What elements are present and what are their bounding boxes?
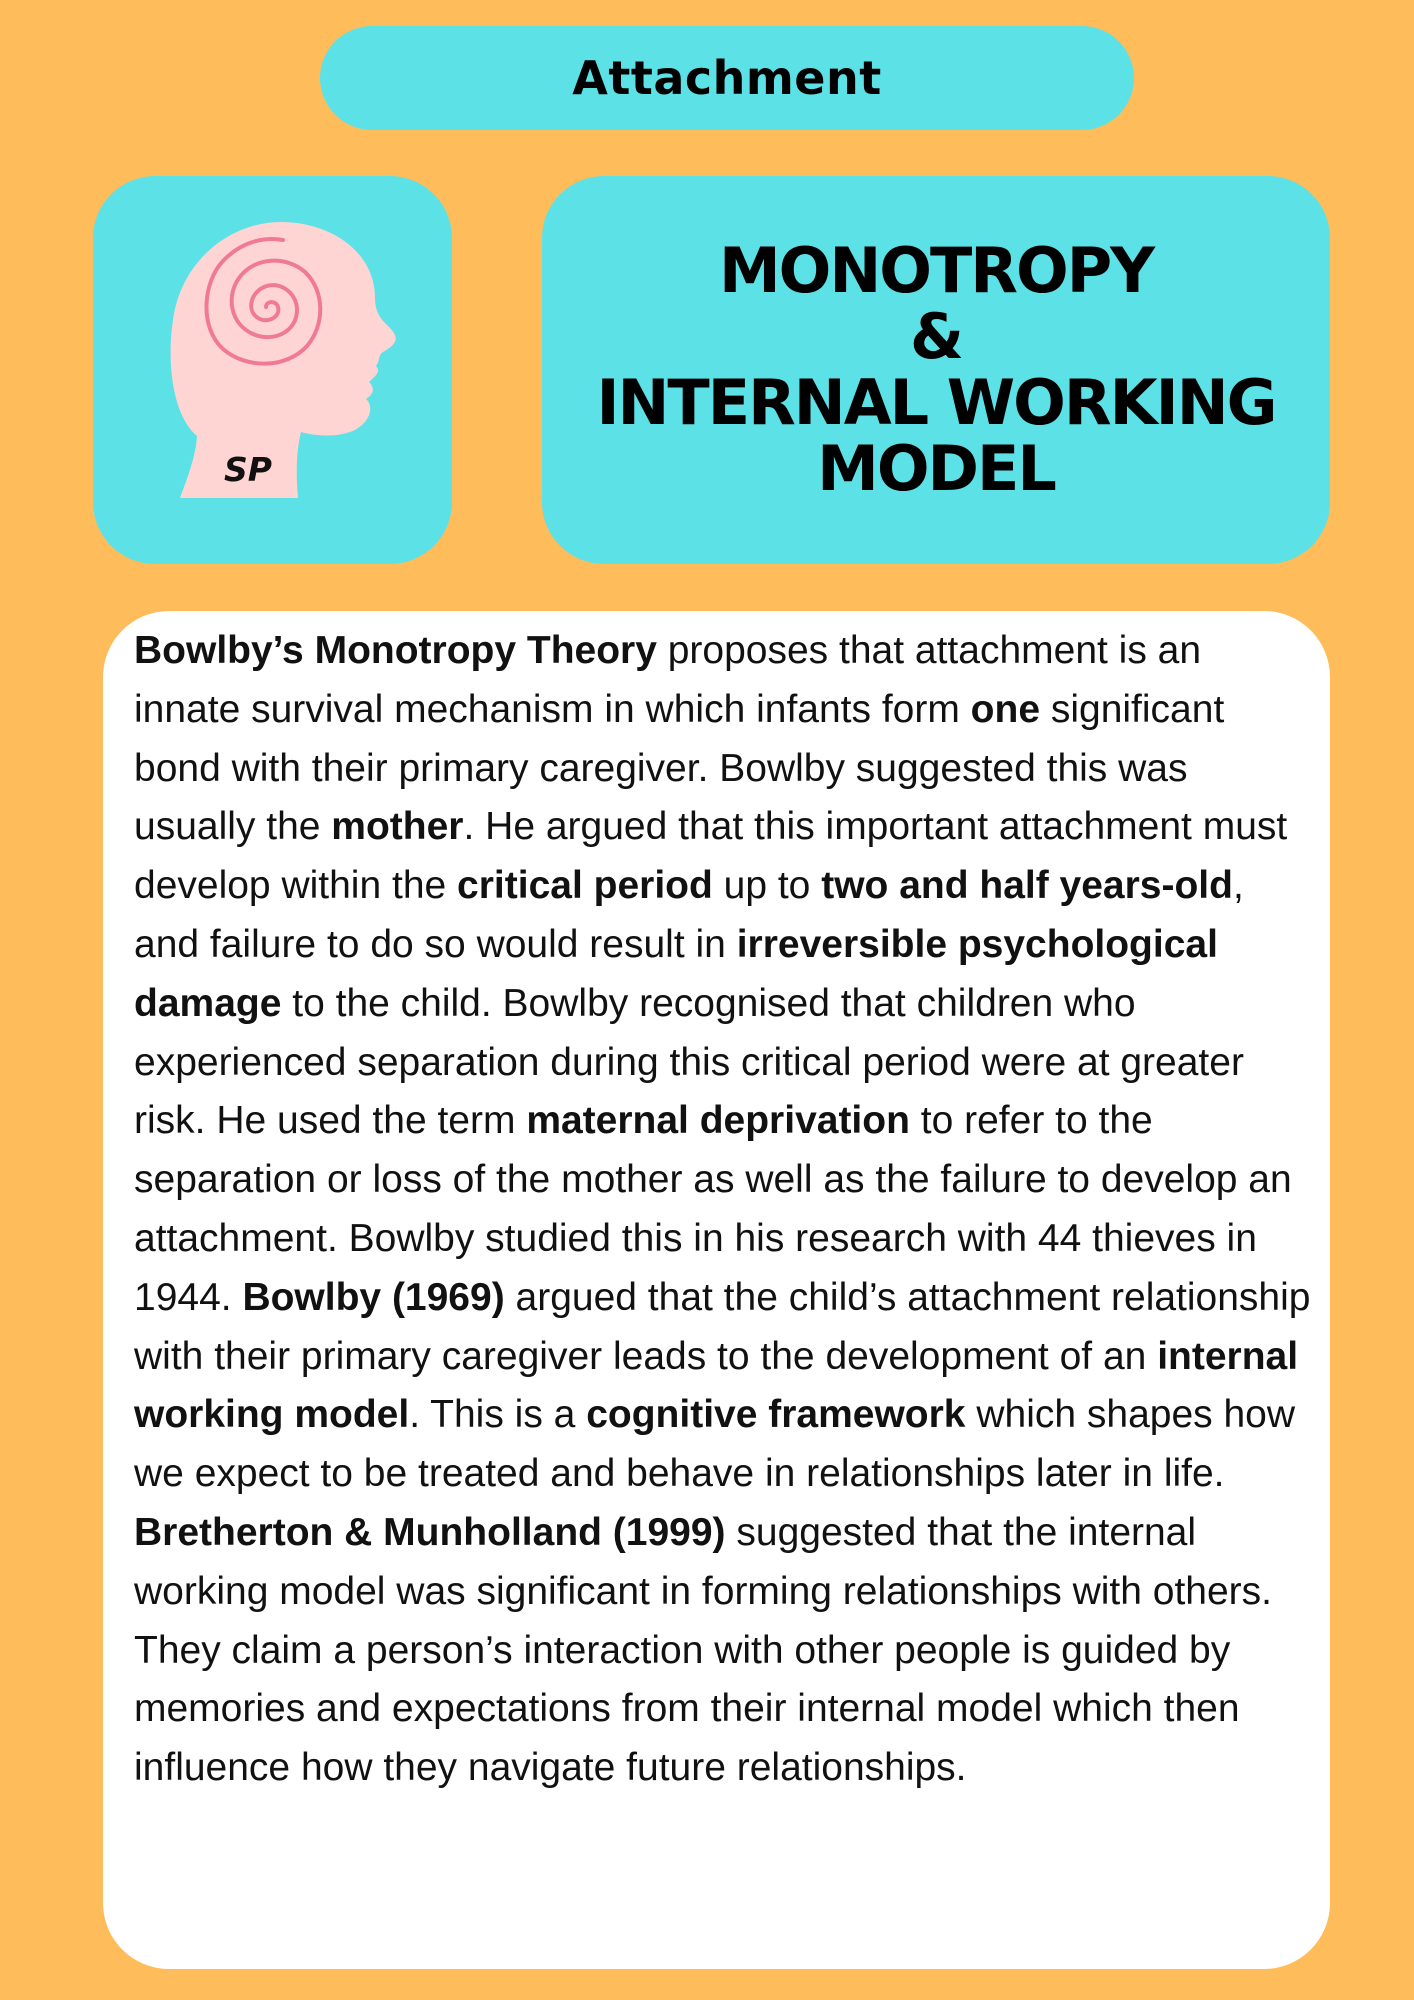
key-term: one	[970, 687, 1041, 731]
title-line-4: MODEL	[817, 432, 1055, 505]
key-term: Bretherton & Munholland (1999)	[134, 1510, 726, 1554]
title-line-3: INTERNAL WORKING	[596, 366, 1276, 439]
text-span: significant bond with their primary caregiver. Bowlby suggested this was usually the	[134, 687, 1225, 849]
key-term: Bowlby (1969)	[242, 1275, 505, 1319]
title-line-2: &	[909, 300, 963, 373]
header-pill	[320, 26, 1134, 130]
text-span: . He argued that this important attachment must develop within the	[134, 805, 1288, 908]
key-term: maternal deprivation	[526, 1099, 910, 1143]
key-term: irreversible psychological damage	[134, 922, 1218, 1025]
key-term: critical period	[457, 864, 713, 908]
header-title: Attachment	[572, 51, 882, 105]
text-span: . This is a	[409, 1393, 587, 1437]
text-span: to the child. Bowlby recognised that children who experienced separation during this critical period were at greater risk. He used the term	[134, 981, 1244, 1143]
text-span: proposes that attachment is an innate survival mechanism in which infants form	[134, 629, 1202, 731]
head-spiral-icon	[93, 176, 452, 564]
key-term: two and half years-old	[821, 864, 1233, 908]
body-paragraph	[134, 622, 1314, 1798]
title-line-1: MONOTROPY	[718, 234, 1154, 307]
logo-card	[93, 176, 452, 564]
text-span: up to	[712, 864, 822, 908]
key-term: mother	[331, 805, 464, 849]
key-term: cognitive framework	[586, 1393, 966, 1437]
logo-initials: SP	[224, 450, 272, 489]
key-term: internal working model	[134, 1334, 1299, 1437]
text-span: argued that the child’s attachment relationship with their primary caregiver leads to the development of an	[134, 1275, 1311, 1378]
text-span: suggested that the internal working model was significant in forming relationships with others. They claim a person’s interaction with other people is guided by memories and expectations from their internal model which then influence how they navigate future relationships.	[134, 1510, 1273, 1790]
title-card	[542, 176, 1330, 564]
key-term: Bowlby’s Monotropy Theory	[134, 629, 657, 672]
text-span: which shapes how we expect to be treated and behave in relationships later in life.	[134, 1393, 1296, 1496]
text-span: to refer to the separation or loss of the mother as well as the failure to develop an attachment. Bowlby studied this in his research with 44 thieves in 1944.	[134, 1099, 1292, 1319]
text-span: , and failure to do so would result in	[134, 864, 1244, 966]
